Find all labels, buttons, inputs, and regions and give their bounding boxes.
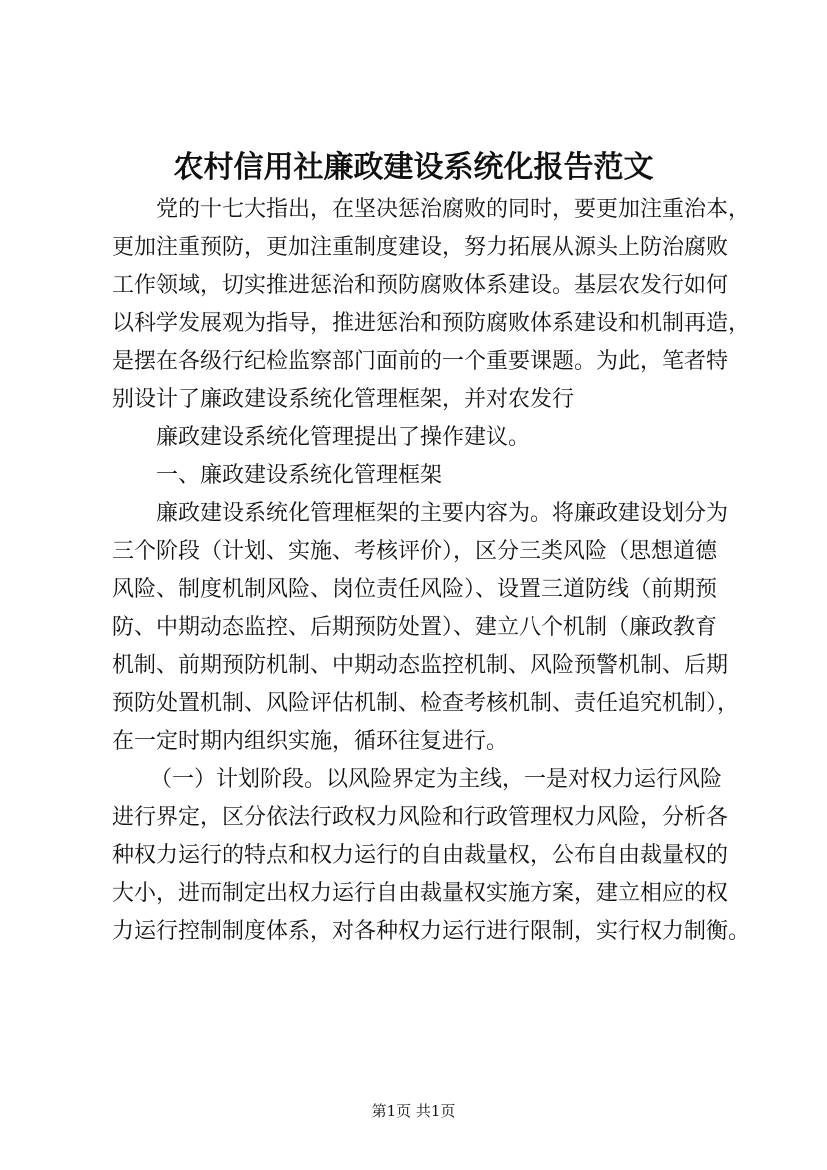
paragraph-line: 别设计了廉政建设系统化管理框架，并对农发行 [112, 387, 575, 412]
paragraph-line: 是摆在各级行纪检监察部门面前的一个重要课题。为此，笔者特 [112, 349, 729, 374]
paragraph-line: 种权力运行的特点和权力运行的自由裁量权，公布自由裁量权的 [112, 843, 729, 868]
paragraph-line: 三个阶段（计划、实施、考核评价），区分三类风险（思想道德 [112, 539, 718, 564]
document-title: 农村信用社廉政建设系统化报告范文 [173, 150, 654, 185]
paragraph-line: 党的十七大指出，在坚决惩治腐败的同时，要更加注重治本， [156, 197, 751, 222]
paragraph-line: 风险、制度机制风险、岗位责任风险）、设置三道防线（前期预 [112, 577, 718, 602]
paragraph-line: 更加注重预防，更加注重制度建设，努力拓展从源头上防治腐败 [112, 235, 729, 260]
paragraph-line: 进行界定，区分依法行政权力风险和行政管理权力风险，分析各 [112, 805, 729, 830]
paragraph-line: 防、中期动态监控、后期预防处置）、建立八个机制（廉政教育 [112, 615, 718, 640]
paragraph-line: 预防处置机制、风险评估机制、检查考核机制、责任追究机制）， [112, 691, 740, 716]
paragraph-line: 大小，进而制定出权力运行自由裁量权实施方案，建立相应的权 [112, 881, 729, 906]
paragraph-line: 在一定时期内组织实施，循环往复进行。 [112, 729, 509, 754]
paragraph-line: 廉政建设系统化管理提出了操作建议。 [156, 425, 531, 450]
paragraph-line: 力运行控制制度体系，对各种权力运行进行限制，实行权力制衡。 [112, 919, 751, 944]
page-number-label: 第1页 共1页 [371, 1102, 456, 1120]
paragraph-line: 廉政建设系统化管理框架的主要内容为。将廉政建设划分为 [156, 501, 729, 526]
paragraph-line: （一）计划阶段。以风险界定为主线，一是对权力运行风险 [150, 767, 723, 792]
page-footer [0, 1100, 827, 1122]
section-heading: 一、廉政建设系统化管理框架 [156, 463, 443, 488]
paragraph-line: 工作领域，切实推进惩治和预防腐败体系建设。基层农发行如何 [112, 273, 729, 298]
document-body [112, 191, 751, 951]
paragraph-line: 机制、前期预防机制、中期动态监控机制、风险预警机制、后期 [112, 653, 729, 678]
paragraph-line: 以科学发展观为指导，推进惩治和预防腐败体系建设和机制再造， [112, 311, 751, 336]
